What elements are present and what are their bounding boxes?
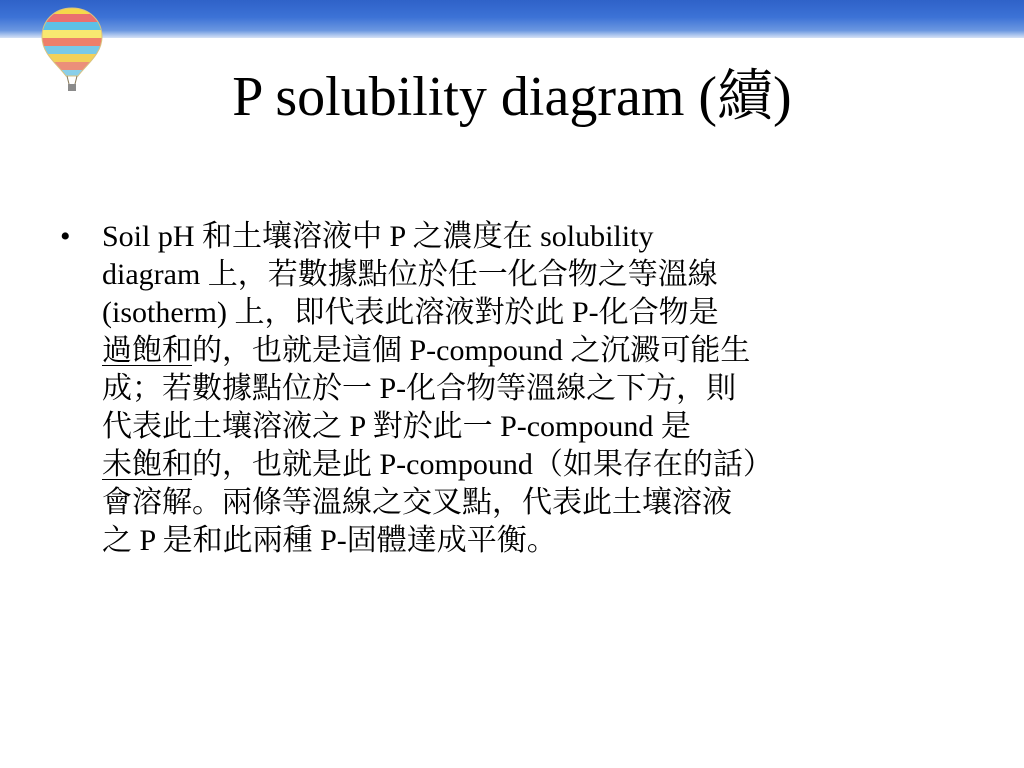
underlined-term-unsaturated: 未飽和 — [102, 448, 192, 481]
text-run: 之 P 是和此兩種 P-固體達成平衡。 — [102, 524, 557, 557]
text-line — [102, 408, 990, 446]
underlined-term-supersaturated: 過飽和 — [102, 334, 192, 367]
text-line — [102, 522, 990, 560]
text-line — [102, 446, 990, 484]
text-line — [102, 370, 990, 408]
bullet-paragraph — [102, 218, 990, 560]
text-run: 的，也就是這個 P-compound 之沉澱可能生 — [192, 334, 751, 367]
text-run: 代表此土壤溶液之 P 對於此一 P-compound 是 — [102, 410, 691, 443]
text-run: (isotherm) 上，即代表此溶液對於此 P-化合物是 — [102, 296, 719, 329]
slide-body — [60, 218, 990, 560]
bullet-item — [60, 218, 990, 560]
text-line — [102, 294, 990, 332]
slide-title: P solubility diagram (續) — [232, 66, 792, 128]
text-run: 成；若數據點位於一 P-化合物等溫線之下方，則 — [102, 372, 737, 405]
header-band — [0, 0, 1024, 38]
text-line — [102, 218, 990, 256]
bullet-marker: • — [60, 220, 71, 253]
text-line — [102, 256, 990, 294]
text-run: 會溶解。兩條等溫線之交叉點，代表此土壤溶液 — [102, 486, 732, 519]
text-line — [102, 332, 990, 370]
text-line — [102, 484, 990, 522]
text-run: 的，也就是此 P-compound（如果存在的話） — [192, 448, 773, 481]
text-run: diagram 上，若數據點位於任一化合物之等溫線 — [102, 258, 718, 291]
text-run: Soil pH 和土壤溶液中 P 之濃度在 solubility — [102, 220, 654, 253]
